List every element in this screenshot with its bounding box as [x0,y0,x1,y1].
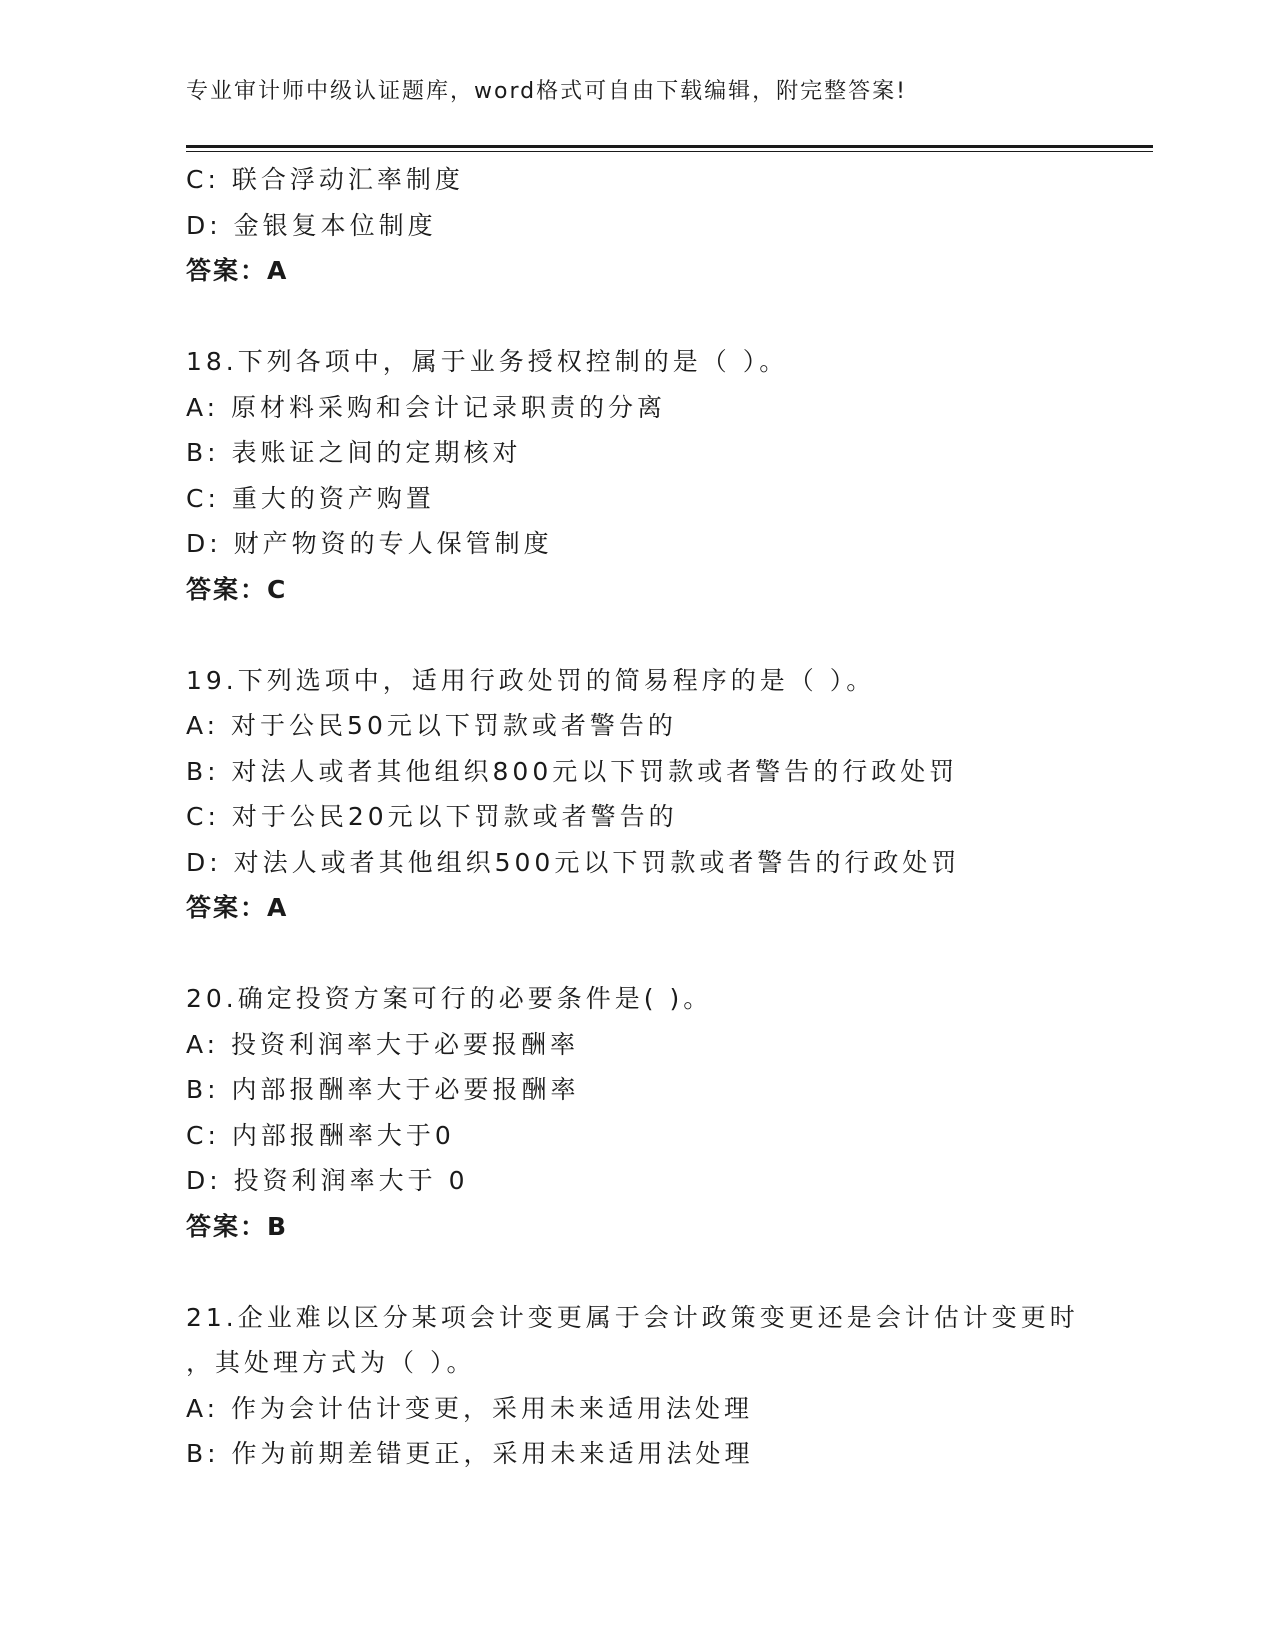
spacer [186,294,1146,340]
question-stem: 19.下列选项中，适用行政处罚的简易程序的是（ ）。 [186,665,876,695]
option-a: A: 对于公民50元以下罚款或者警告的 [186,711,677,740]
header-divider-thick [186,145,1153,148]
option-d: D: 财产物资的专人保管制度 [186,529,553,558]
option-d: D: 投资利润率大于 0 [186,1166,469,1195]
question-19 [186,658,1146,931]
option-a: A: 原材料采购和会计记录职责的分离 [186,392,667,422]
option-c: C: 重大的资产购置 [186,483,435,513]
option-a: A: 作为会计估计变更，采用未来适用法处理 [186,1393,754,1423]
option-c: C: 内部报酬率大于0 [186,1120,455,1150]
answer-line: 答案：A [186,256,289,285]
question-stem: 21.企业难以区分某项会计变更属于会计政策变更还是会计估计变更时 [186,1302,1079,1332]
question-18 [186,339,1146,612]
spacer [186,1249,1146,1295]
question-stem: 20.确定投资方案可行的必要条件是( )。 [186,984,713,1013]
question-17-continued [186,157,1146,294]
question-stem: 18.下列各项中，属于业务授权控制的是（ ）。 [186,347,789,376]
option-b: B: 作为前期差错更正，采用未来适用法处理 [186,1439,754,1468]
answer-line: 答案：C [186,574,288,604]
answer-line: 答案：B [186,1211,289,1241]
option-d: D: 金银复本位制度 [186,210,437,240]
question-20 [186,976,1146,1249]
question-content [186,157,1146,1477]
answer-line: 答案：A [186,893,289,922]
option-c: C: 联合浮动汇率制度 [186,165,464,194]
question-stem-continued: ，其处理方式为（ ）。 [186,1348,476,1377]
page-header: 专业审计师中级认证题库，word格式可自由下载编辑，附完整答案! [186,79,907,104]
option-a: A: 投资利润率大于必要报酬率 [186,1029,580,1059]
spacer [186,931,1146,977]
header-divider-thin [186,151,1153,152]
option-b: B: 对法人或者其他组织800元以下罚款或者警告的行政处罚 [186,756,959,786]
question-21 [186,1295,1146,1477]
option-c: C: 对于公民20元以下罚款或者警告的 [186,802,678,831]
option-d: D: 对法人或者其他组织500元以下罚款或者警告的行政处罚 [186,847,961,877]
option-b: B: 内部报酬率大于必要报酬率 [186,1075,580,1104]
spacer [186,612,1146,658]
option-b: B: 表账证之间的定期核对 [186,438,522,467]
